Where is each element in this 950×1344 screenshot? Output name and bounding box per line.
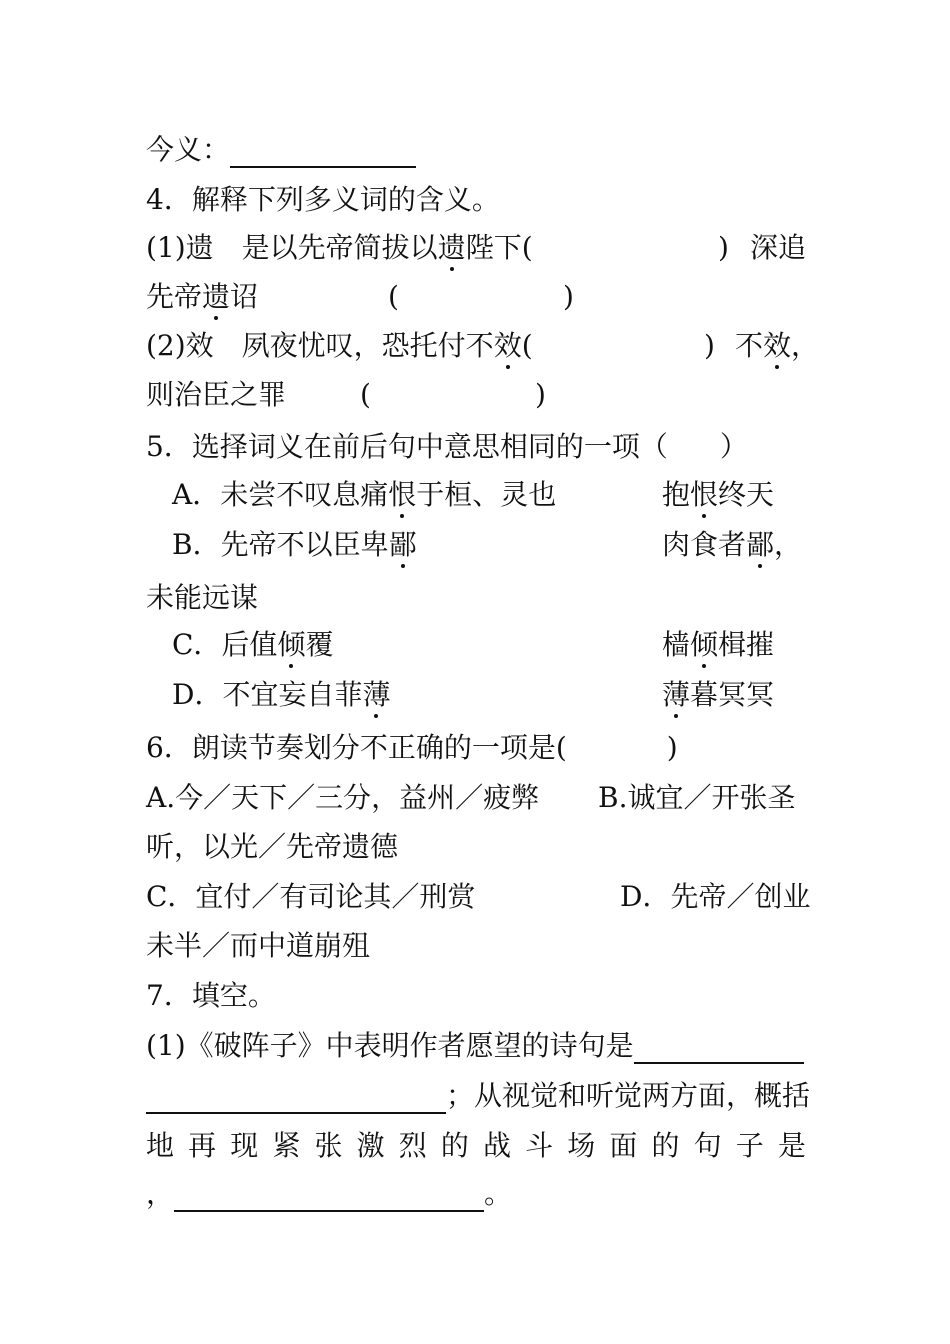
- q4-item1-close1: ): [718, 231, 729, 264]
- q7-blank-3[interactable]: [174, 1180, 484, 1212]
- q5-option-b-right: 肉食者鄙，: [662, 528, 803, 561]
- q4-item2-line2: 则治臣之罪: [146, 378, 287, 411]
- q5-option-d[interactable]: D．不宜妄自菲薄: [172, 678, 391, 711]
- dotted-char: 遗: [202, 280, 231, 313]
- q5-option-c-right: 樯倾楫摧: [662, 628, 775, 661]
- q5-title: 5．选择词义在前后句中意思相同的一项（ ）: [146, 430, 748, 463]
- q7-blank-1[interactable]: [634, 1032, 804, 1064]
- q6-title: 6．朗读节奏划分不正确的一项是( ): [146, 731, 678, 764]
- q7-blank-2[interactable]: [146, 1082, 446, 1114]
- q7-line3: 地 再 现 紧 张 激 烈 的 战 斗 场 面 的 句 子 是: [146, 1129, 806, 1162]
- q4-item2-s2: 不效，: [735, 329, 820, 362]
- q5-option-b-cont: 未能远谋: [146, 581, 259, 614]
- q5-option-a-right: 抱恨终天: [662, 478, 775, 511]
- q4-item1-line1: (1)遗 是以先帝简拔以遗陛下(: [146, 231, 533, 264]
- modern-meaning-label: 今义：: [146, 133, 231, 166]
- dotted-char: 效: [493, 329, 522, 362]
- q6-option-b-cont: 听，以光／先帝遗德: [146, 830, 399, 863]
- dotted-char: 鄙: [746, 528, 775, 561]
- dotted-char: 倾: [690, 628, 719, 661]
- q6-option-b[interactable]: B.诚宜／开张圣: [598, 781, 796, 814]
- q6-option-c[interactable]: C．宜付／有司论其／刑赏: [146, 880, 476, 913]
- dotted-char: 效: [763, 329, 792, 362]
- dotted-char: 遗: [437, 231, 466, 264]
- q3-modern-meaning-row: [146, 132, 806, 168]
- dotted-char: 薄: [362, 678, 391, 711]
- q5-option-c[interactable]: C．后值倾覆: [172, 628, 334, 661]
- q6-option-d[interactable]: D．先帝／创业: [620, 880, 811, 913]
- modern-meaning-blank[interactable]: [230, 136, 416, 168]
- q4-item1-s2: 深追: [750, 231, 807, 264]
- q7-line4: ， 。: [146, 1177, 513, 1210]
- q7-line2: ；从视觉和听觉两方面，概括: [146, 1078, 806, 1114]
- q4-item1-line2: 先帝遗诏: [146, 280, 259, 313]
- q7-title: 7．填空。: [146, 979, 276, 1012]
- q4-title: 4．解释下列多义词的含义。: [146, 183, 500, 216]
- q6-option-a[interactable]: A.今／天下／三分，益州／疲弊: [146, 781, 540, 814]
- q5-option-a[interactable]: A．未尝不叹息痛恨于桓、灵也: [172, 478, 557, 511]
- dotted-char: 鄙: [388, 528, 417, 561]
- dotted-char: 倾: [277, 628, 306, 661]
- q5-option-b[interactable]: B．先帝不以臣卑鄙: [172, 528, 417, 561]
- q7-line1: (1)《破阵子》中表明作者愿望的诗句是: [146, 1028, 806, 1064]
- dotted-char: 恨: [690, 478, 719, 511]
- dotted-char: 薄: [662, 678, 691, 711]
- q4-item2-line1: (2)效 夙夜忧叹，恐托付不效(: [146, 329, 533, 362]
- dotted-char: 恨: [388, 478, 417, 511]
- q6-option-d-cont: 未半／而中道崩殂: [146, 929, 371, 962]
- q5-option-d-right: 薄暮冥冥: [662, 678, 775, 711]
